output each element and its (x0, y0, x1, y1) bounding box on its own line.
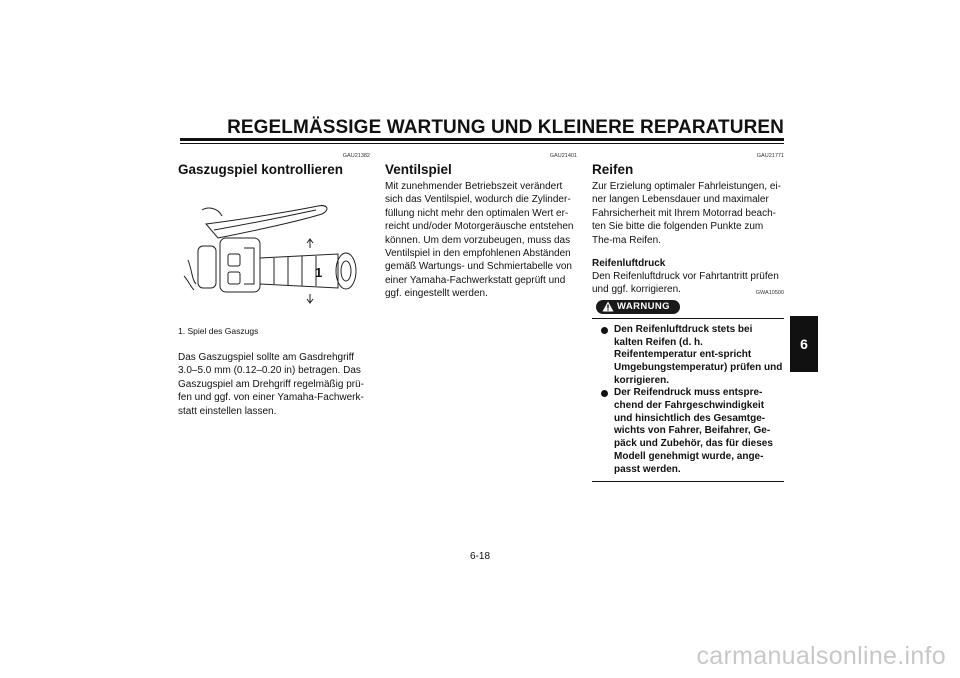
chapter-tab: 6 (790, 316, 818, 372)
tire-pressure-text: Den Reifenluftdruck vor Fahrtantritt prüfen und ggf. korrigieren. (592, 271, 779, 296)
column-throttle (178, 152, 370, 418)
throttle-grip-illustration (178, 180, 370, 320)
header-rule-thick (180, 138, 784, 141)
warning-triangle-icon (602, 301, 614, 312)
throttle-body-text: Das Gaszugspiel sollte am Gasdrehgriff 3.0–5.0 mm (0.12–0.20 in) betragen. Das Gaszugspiel am Drehgriff regelmäßig prü-fen und ggf. von einer Yamaha-Fachwerk-statt einstellen lassen. (178, 352, 365, 417)
section-code: GAU21401 (549, 153, 577, 159)
warning-label: WARNUNG (617, 300, 670, 312)
section-title-tires: Reifen (592, 162, 634, 177)
warning-badge (596, 300, 680, 314)
warning-item-text: Den Reifenluftdruck stets bei kalten Reifen (d. h. Reifentemperatur ent-spricht Umgebungstemperatur) prüfen und korrigieren. (614, 323, 783, 386)
tire-pressure-subheading: Reifenluftdruck (592, 258, 666, 270)
warning-code: GWA10500 (755, 289, 784, 296)
warning-list (592, 324, 784, 476)
column-valve (385, 152, 577, 301)
header-rule-thin (180, 143, 784, 144)
warning-item (592, 387, 784, 476)
section-code: GAU21771 (756, 153, 784, 159)
section-title-throttle: Gaszugspiel kontrollieren (178, 162, 344, 177)
figure-caption: 1. Spiel des Gaszugs (178, 326, 259, 336)
throttle-figure (178, 180, 370, 320)
watermark: carmanualsonline.info (696, 642, 946, 670)
column-tires (592, 152, 784, 482)
warning-bottom-rule (592, 481, 784, 482)
warning-top-rule (592, 318, 784, 319)
bullet-icon (601, 327, 608, 334)
page-header-title: REGELMÄSSIGE WARTUNG UND KLEINERE REPARATUREN (227, 117, 784, 138)
page-number: 6-18 (469, 551, 490, 562)
valve-body-text: Mit zunehmender Betriebszeit verändert sich das Ventilspiel, wodurch die Zylinder-füllung nicht mehr den optimalen Wert er-reicht und/oder Motorgeräusche entstehen können. Um dem vorzubeugen, muss das Ventilspiel in den empfohlenen Abständen gemäß Wartungs- und Schmiertabelle von einer Yamaha-Fachwerkstatt geprüft und ggf. eingestellt werden. (385, 181, 574, 300)
section-code: GAU21382 (342, 153, 370, 159)
section-title-valve: Ventilspiel (385, 162, 452, 177)
warning-item-text: Der Reifendruck muss entspre-chend der Fahrgeschwindigkeit und hinsichtlich des Gesamtge-wichts von Fahrer, Beifahrer, Ge-päck und Zubehör, das für dieses Modell genehmigt wurde, ange-passt werden. (614, 387, 773, 475)
warning-item (592, 324, 784, 388)
tires-body-text: Zur Erzielung optimaler Fahrleistungen, ei-ner langen Lebensdauer und maximaler Fahrsicherheit mit Ihrem Motorrad beach-ten Sie bitte die folgenden Punkte zum The-ma Reifen. (592, 181, 781, 246)
warning-header (592, 289, 784, 318)
figure-callout: 1 (315, 265, 323, 280)
bullet-icon (601, 390, 608, 397)
